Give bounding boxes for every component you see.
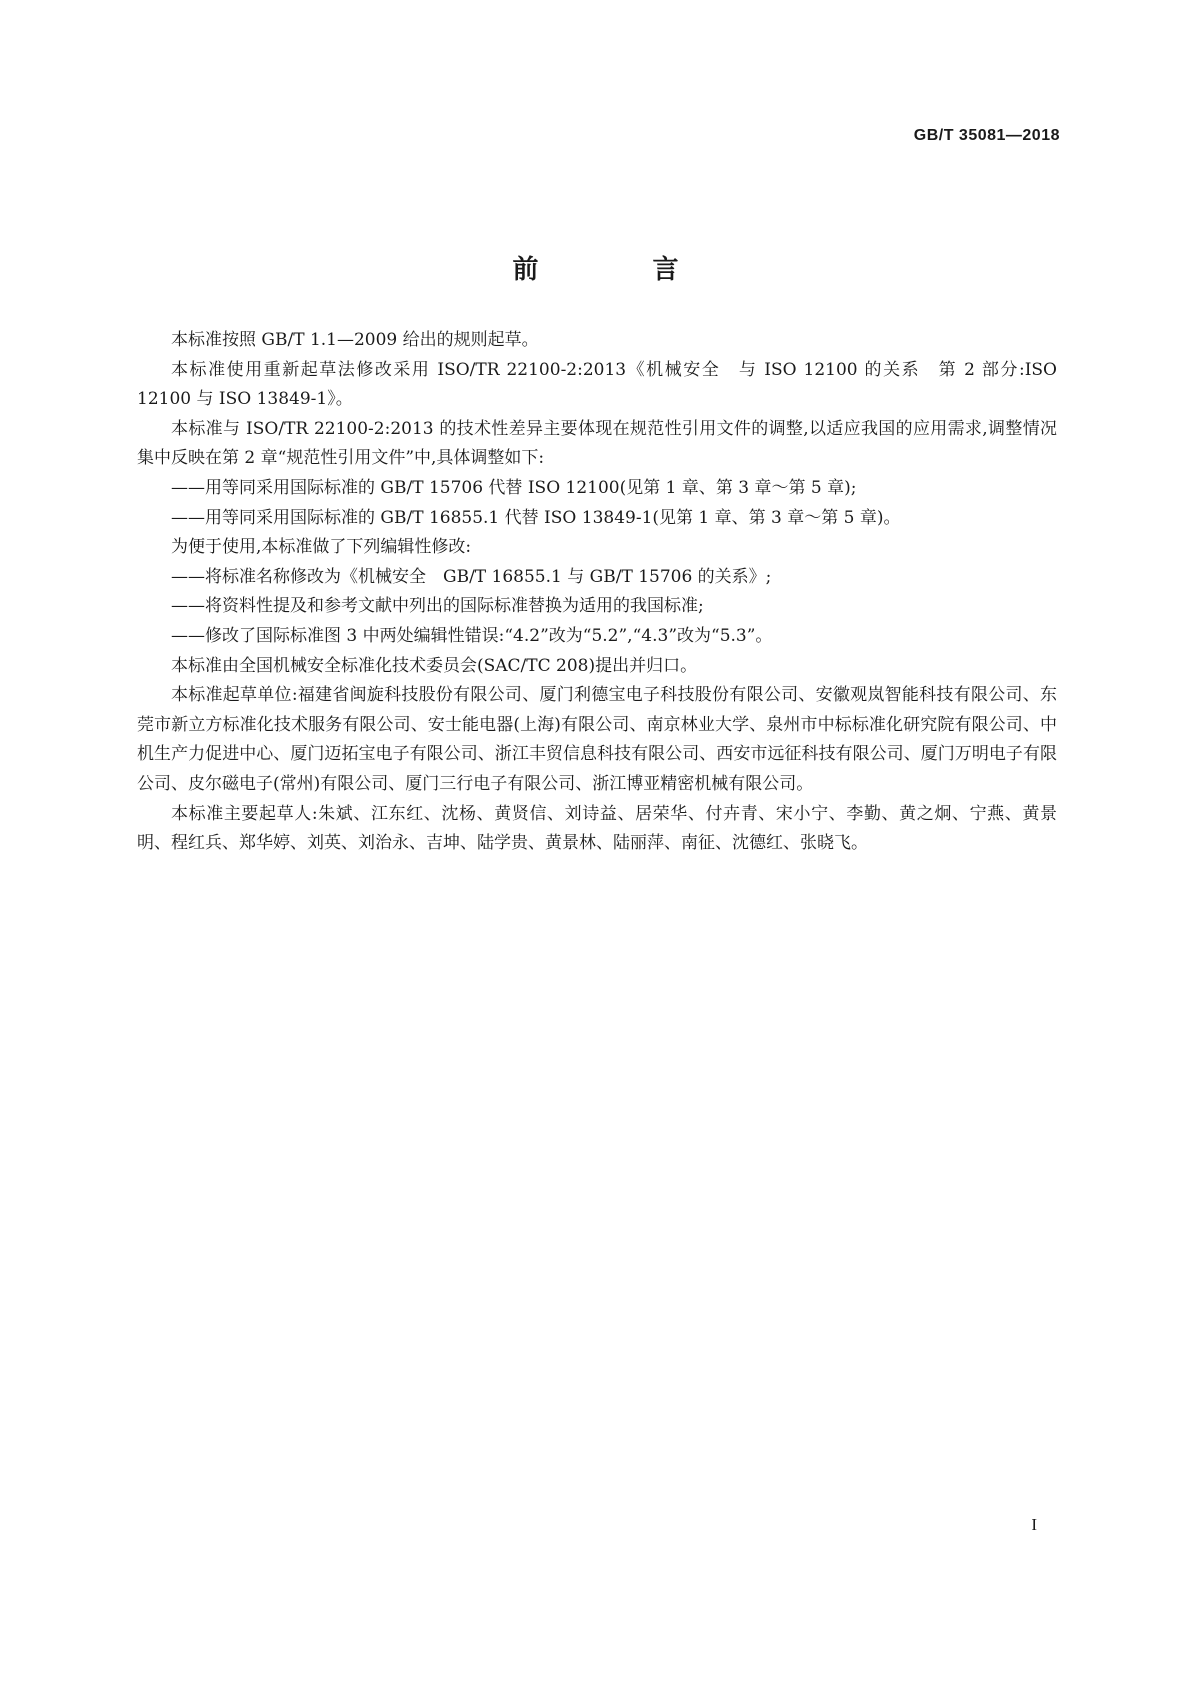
paragraph-drafters: 本标准主要起草人:朱斌、江东红、沈杨、黄贤信、刘诗益、居荣华、付卉青、宋小宁、李勤、黄之炯、宁燕、黄景明、程红兵、郑华婷、刘英、刘治永、吉坤、陆学贵、黄景林、陆丽萍、南征、沈德红、张晓飞。 bbox=[137, 803, 1057, 854]
list-item-difference-1: ——用等同采用国际标准的 GB/T 15706 代替 ISO 12100(见第 1 章、第 3 章～第 5 章); bbox=[171, 477, 857, 498]
page-title: 前 言 bbox=[512, 255, 723, 286]
list-item-difference-2: ——用等同采用国际标准的 GB/T 16855.1 代替 ISO 13849-1(见第 1 章、第 3 章～第 5 章)。 bbox=[171, 507, 901, 528]
paragraph-adoption-method: 本标准使用重新起草法修改采用 ISO/TR 22100-2:2013《机械安全 与 ISO 12100 的关系 第 2 部分:ISO 12100 与 ISO 13849-1》。 bbox=[137, 359, 1057, 410]
list-item-editorial-3: ——修改了国际标准图 3 中两处编辑性错误:“4.2”改为“5.2”,“4.3”改为“5.3”。 bbox=[171, 625, 773, 646]
paragraph-drafting-rules: 本标准按照 GB/T 1.1—2009 给出的规则起草。 bbox=[171, 330, 539, 350]
standard-code: GB/T 35081—2018 bbox=[913, 127, 1060, 144]
page-number: I bbox=[1031, 1515, 1037, 1534]
foreword-body bbox=[137, 326, 1057, 859]
paragraph-drafting-units: 本标准起草单位:福建省闽旋科技股份有限公司、厦门利德宝电子科技股份有限公司、安徽观岚智能科技有限公司、东莞市新立方标准化技术服务有限公司、安士能电器(上海)有限公司、南京林业大学、泉州市中标标准化研究院有限公司、中机生产力促进中心、厦门迈拓宝电子有限公司、浙江丰贸信息科技有限公司、西安市远征科技有限公司、厦门万明电子有限公司、皮尔磁电子(常州)有限公司、厦门三行电子有限公司、浙江博亚精密机械有限公司。 bbox=[137, 685, 1057, 794]
paragraph-editorial-changes: 为便于使用,本标准做了下列编辑性修改: bbox=[171, 537, 472, 558]
list-item-editorial-2: ——将资料性提及和参考文献中列出的国际标准替换为适用的我国标准; bbox=[171, 596, 704, 617]
list-item-editorial-1: ——将标准名称修改为《机械安全 GB/T 16855.1 与 GB/T 15706 的关系》; bbox=[171, 566, 772, 587]
paragraph-proposer: 本标准由全国机械安全标准化技术委员会(SAC/TC 208)提出并归口。 bbox=[171, 655, 698, 676]
paragraph-technical-differences: 本标准与 ISO/TR 22100-2:2013 的技术性差异主要体现在规范性引用文件的调整,以适应我国的应用需求,调整情况集中反映在第 2 章“规范性引用文件”中,具体调整如下: bbox=[137, 418, 1057, 469]
